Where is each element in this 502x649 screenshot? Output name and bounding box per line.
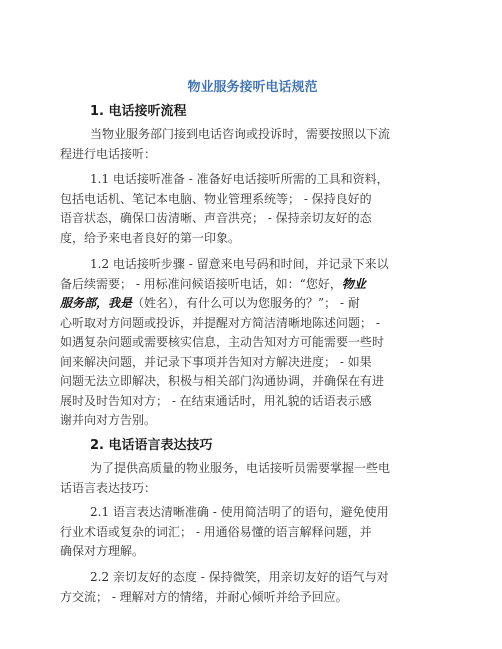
- document-title: 物业服务接听电话规范: [187, 80, 318, 95]
- section-heading: 1. 电话接听流程: [90, 104, 187, 119]
- text-line: 1.1 电话接听准备 - 准备好电话接听所需的工具和资料，: [90, 172, 389, 186]
- text-line: [60, 275, 445, 295]
- text-line: 展时及时告知对方； - 在结束通话时，用礼貌的话语表示感: [60, 393, 372, 408]
- text-fragment: 备后续需要； - 用标准问候语接听电话，如：“您好，: [60, 276, 342, 291]
- text-fragment: （姓名），有什么可以为您服务的？”； - 耐: [132, 296, 360, 310]
- text-line: 2.1 语言表达清晰准确 - 使用简洁明了的语句，避免使用: [90, 505, 389, 519]
- text-line: 程进行电话接听：: [60, 146, 157, 161]
- text-line: 1.2 电话接听步骤 - 留意来电号码和时间，并记录下来以: [90, 257, 389, 271]
- text-line: 心听取对方问题或投诉，并提醒对方简洁清晰地陈述问题； -: [60, 315, 380, 330]
- text-line: 问题无法立即解决，积极与相关部门沟通协调，并确保在有进: [60, 374, 385, 388]
- paragraph: [60, 255, 445, 431]
- paragraph: [60, 503, 445, 562]
- text-line: 为了提供高质量的物业服务，电话接听员需要掌握一些电: [90, 461, 391, 475]
- paragraph: [60, 459, 445, 498]
- text-line: [60, 294, 445, 314]
- paragraph: [60, 125, 445, 164]
- text-line: 包括电话机、笔记本电脑、物业管理系统等； - 保持良好的: [60, 191, 372, 206]
- text-line: 行业术语或复杂的词汇； - 用通俗易懂的语言解释问题，并: [60, 524, 372, 539]
- emphasis-text: 物业: [341, 276, 366, 291]
- text-line: 间来解决问题，并记录下事项并告知对方解决进度； - 如果: [60, 354, 372, 369]
- text-line: 谢并向对方告别。: [60, 413, 157, 427]
- text-line: 如遇复杂问题或需要核实信息，主动告知对方可能需要一些时: [60, 335, 385, 349]
- emphasis-text: 服务部，我是: [60, 296, 133, 310]
- text-line: 话语言表达技巧：: [60, 480, 157, 495]
- paragraph: [60, 170, 445, 248]
- text-line: 度，给予来电者良好的第一印象。: [60, 230, 241, 245]
- section-heading: 2. 电话语言表达技巧: [90, 438, 213, 453]
- text-line: 2.2 亲切友好的态度 - 保持微笑，用亲切友好的语气与对: [90, 570, 389, 584]
- text-line: 当物业服务部门接到电话咨询或投诉时，需要按照以下流: [90, 127, 391, 141]
- text-line: 语音状态，确保口齿清晰、声音洪亮； - 保持亲切友好的态: [60, 211, 372, 225]
- text-line: 确保对方理解。: [60, 544, 145, 558]
- paragraph: [60, 568, 445, 607]
- text-line: 方交流； - 理解对方的情绪，并耐心倾听并给予回应。: [60, 589, 348, 604]
